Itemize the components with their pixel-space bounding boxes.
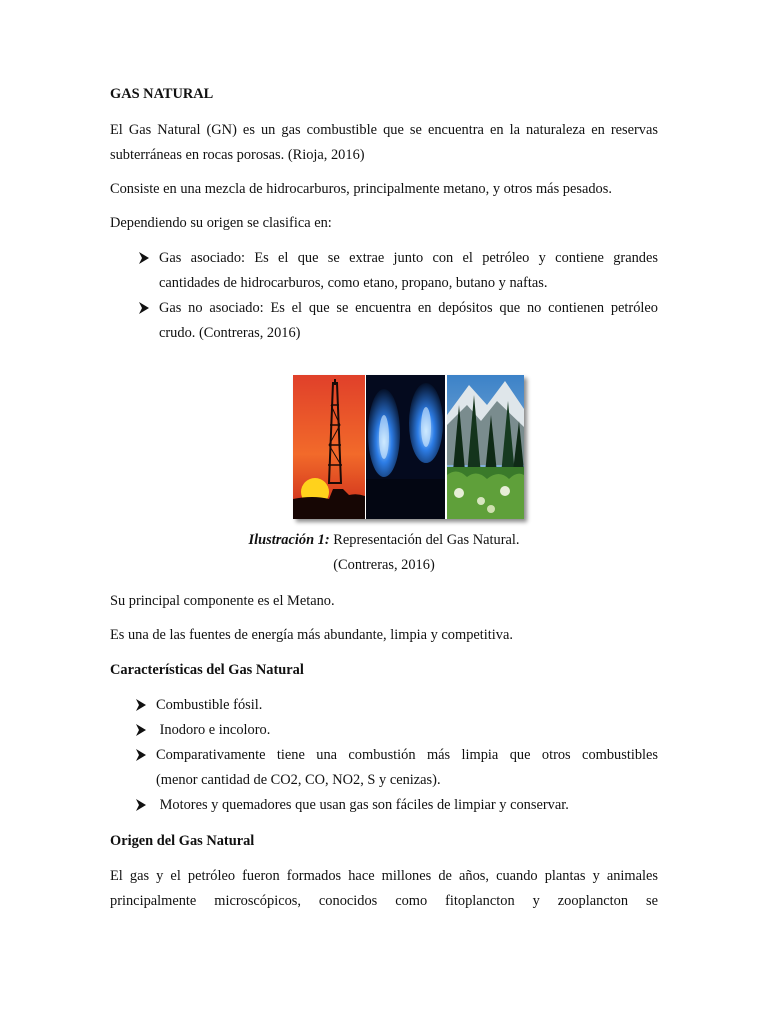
arrow-bullet-icon — [139, 302, 149, 314]
arrow-bullet-icon — [136, 699, 146, 711]
main-component-paragraph: Su principal componente es el Metano. — [110, 593, 335, 609]
classification-item-1-line-2: cantidades de hidrocarburos, como etano, propano, butano y naftas. — [159, 275, 548, 291]
figure-caption-source: (Contreras, 2016) — [333, 557, 435, 573]
classification-item-2-line-2: crudo. (Contreras, 2016) — [159, 325, 301, 341]
characteristic-item-3-line-2: (menor cantidad de CO2, CO, NO2, S y cenizas). — [156, 772, 441, 788]
arrow-bullet-icon — [136, 724, 146, 736]
figure-caption-text: Representación del Gas Natural. — [329, 532, 520, 548]
composition-paragraph: Consiste en una mezcla de hidrocarburos, principalmente metano, y otros más pesados. — [110, 181, 612, 197]
intro-line-1: El Gas Natural (GN) es un gas combustible que se encuentra en la naturaleza en reservas — [110, 122, 658, 138]
origin-line-1: El gas y el petróleo fueron formados hace millones de años, cuando plantas y animales — [110, 868, 658, 884]
figure-caption-label: Ilustración 1: — [248, 532, 330, 548]
classification-item-1-line-1: Gas asociado: Es el que se extrae junto con el petróleo y contiene grandes — [159, 250, 658, 266]
origin-heading: Origen del Gas Natural — [110, 833, 255, 849]
origin-line-2: principalmente microscópicos, conocidos como fitoplancton y zooplancton se — [110, 893, 658, 909]
characteristic-item-3-line-1: Comparativamente tiene una combustión más limpia que otros combustibles — [156, 747, 658, 763]
arrow-bullet-icon — [136, 749, 146, 761]
characteristic-item-2: Inodoro e incoloro. — [156, 722, 271, 738]
figure-caption — [110, 528, 658, 553]
classification-item-2-line-1: Gas no asociado: Es el que se encuentra en depósitos que no contienen petróleo — [159, 300, 658, 316]
classification-intro: Dependiendo su origen se clasifica en: — [110, 215, 332, 231]
arrow-bullet-icon — [136, 799, 146, 811]
intro-line-2: subterráneas en rocas porosas. (Rioja, 2016) — [110, 147, 365, 163]
energy-source-paragraph: Es una de las fuentes de energía más abundante, limpia y competitiva. — [110, 627, 513, 643]
gas-flame-image — [366, 375, 445, 519]
forest-mountain-image — [447, 375, 524, 519]
characteristic-item-4: Motores y quemadores que usan gas son fáciles de limpiar y conservar. — [156, 797, 569, 813]
natural-gas-illustration — [293, 375, 524, 519]
oil-rig-sunset-image — [293, 375, 365, 519]
arrow-bullet-icon — [139, 252, 149, 264]
characteristics-heading: Características del Gas Natural — [110, 662, 304, 678]
characteristic-item-1: Combustible fósil. — [156, 697, 263, 713]
document-title: GAS NATURAL — [110, 86, 214, 102]
